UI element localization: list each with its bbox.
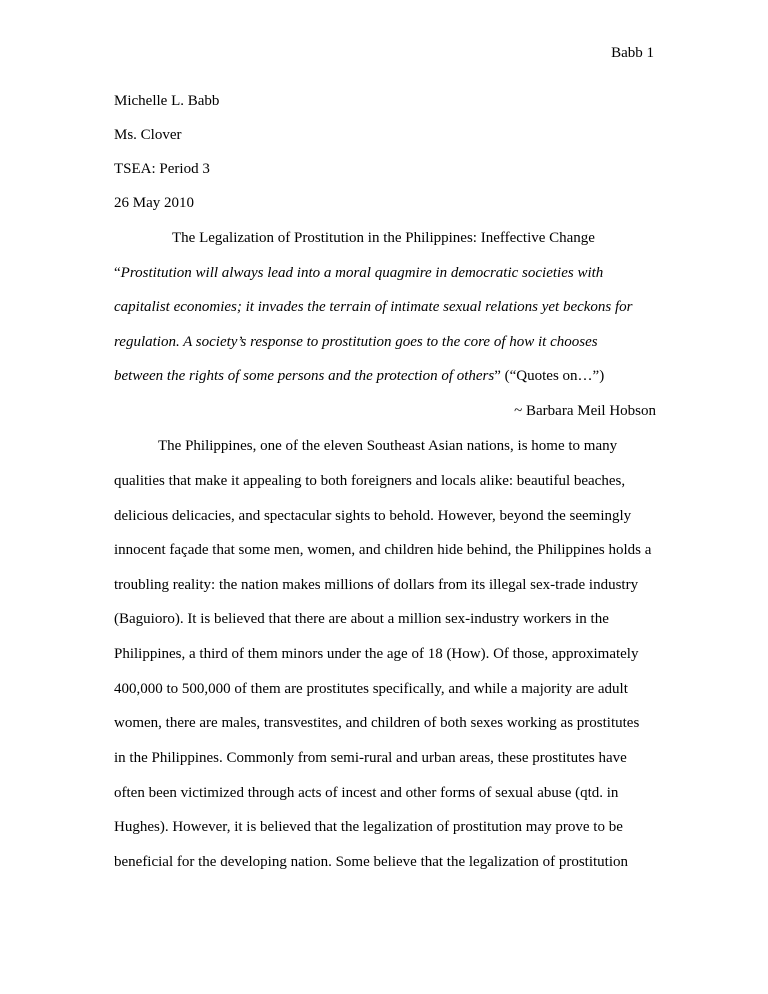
body-line: innocent façade that some men, women, and children hide behind, the Philippines holds a [114,542,652,558]
epigraph-italic-text: regulation. A society’s response to prostitution goes to the core of how it chooses [114,334,598,350]
body-line: troubling reality: the nation makes millions of dollars from its illegal sex-trade industry [114,577,639,593]
instructor-name: Ms. Clover [114,127,182,143]
body-line: 400,000 to 500,000 of them are prostitutes specifically, and while a majority are adult [114,681,628,697]
body-line: often been victimized through acts of incest and other forms of sexual abuse (qtd. in [114,785,619,801]
body-line: Philippines, a third of them minors under the age of 18 (How). Of those, approximately [114,646,639,662]
body-line: (Baguioro). It is believed that there are about a million sex-industry workers in the [114,611,609,627]
epigraph-line [114,264,603,282]
epigraph-line [114,333,598,351]
epigraph-line [114,367,604,385]
date: 26 May 2010 [114,195,194,211]
body-line: Hughes). However, it is believed that the legalization of prostitution may prove to be [114,819,623,835]
epigraph-citation: ” (“Quotes on…”) [494,368,605,384]
epigraph-italic-text: capitalist economies; it invades the terrain of intimate sexual relations yet beckons for [114,299,633,315]
body-line: beneficial for the developing nation. Some believe that the legalization of prostitution [114,854,629,870]
epigraph-open-quote: “ [114,265,121,281]
body-line: in the Philippines. Commonly from semi-rural and urban areas, these prostitutes have [114,750,627,766]
body-line: women, there are males, transvestites, and children of both sexes working as prostitutes [114,715,640,731]
course-name: TSEA: Period 3 [114,161,210,177]
epigraph-line [114,298,633,316]
author-name: Michelle L. Babb [114,93,220,109]
running-head: Babb 1 [611,45,654,61]
body-line: qualities that make it appealing to both foreigners and locals alike: beautiful beaches, [114,473,626,489]
epigraph-italic-text: Prostitution will always lead into a moral quagmire in democratic societies with [120,265,604,281]
essay-title: The Legalization of Prostitution in the Philippines: Ineffective Change [172,230,595,246]
body-line: The Philippines, one of the eleven Southeast Asian nations, is home to many [158,438,618,454]
epigraph-italic-text: between the rights of some persons and the protection of others [114,368,495,384]
body-line: delicious delicacies, and spectacular sights to behold. However, beyond the seemingly [114,508,632,524]
epigraph-attribution: ~ Barbara Meil Hobson [514,403,656,419]
